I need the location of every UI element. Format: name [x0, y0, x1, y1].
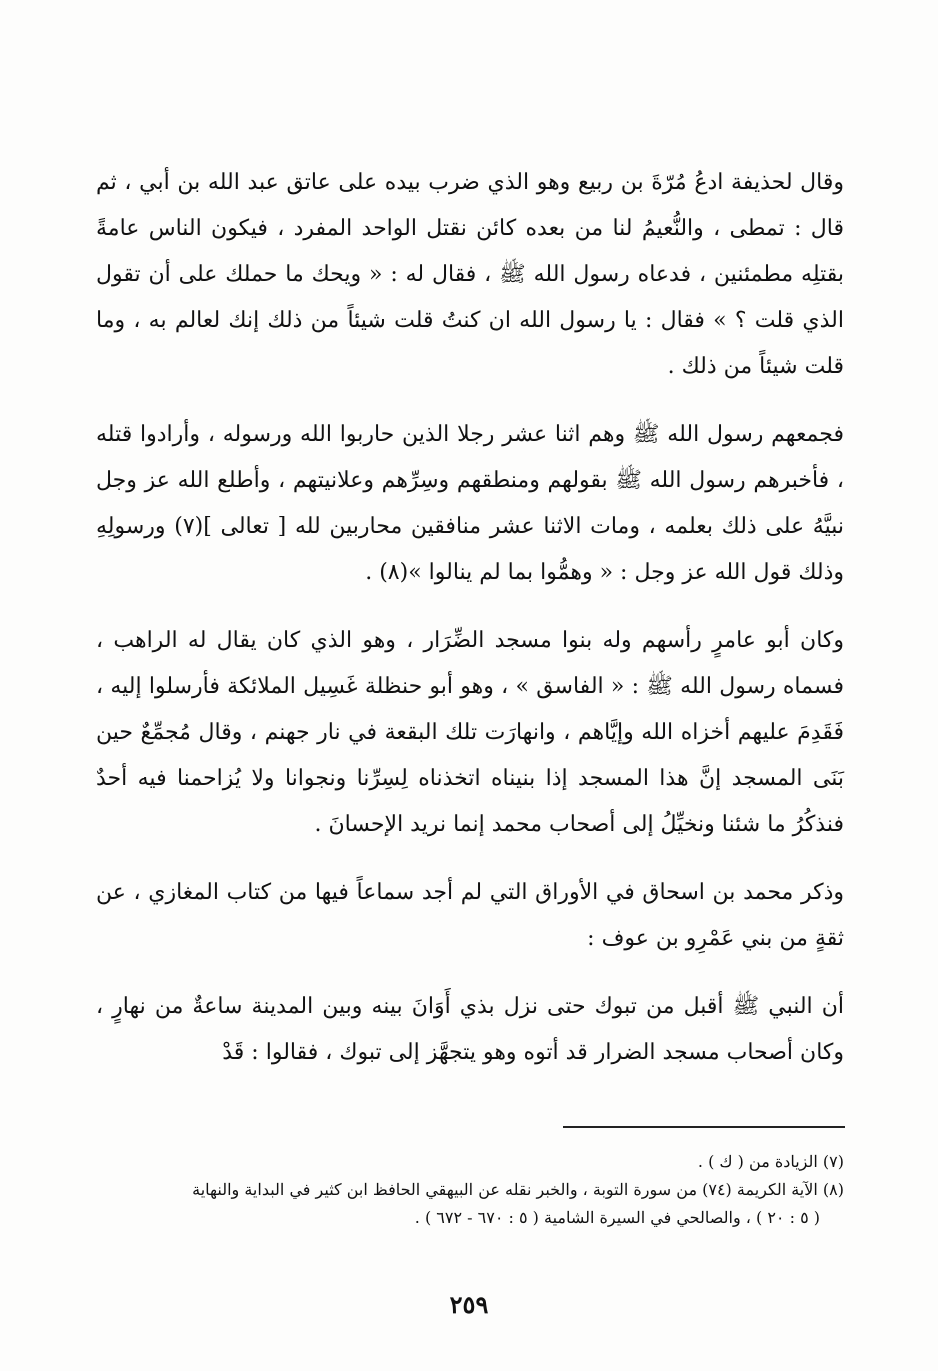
paragraph-4: وذكر محمد بن اسحاق في الأوراق التي لم أجد سماعاً فيها من كتاب المغازي ، عن ثقةٍ من بني عَمْرِو بن عوف :: [96, 880, 844, 951]
main-text: [96, 160, 844, 1098]
paragraph-1: وقال لحذيفة ادعُ مُرّةَ بن ربيع وهو الذي ضرب بيده على عاتق عبد الله بن أبي ، ثم قال : تمطى ، والنُّعيمُ لنا من بعده كائن نقتل الواحد المفرد ، فيكون الناس عامةً بقتلِه مطمئنين ، فدعاه رسول الله ﷺ ، فقال له : « ويحك ما حملك على أن تقول الذي قلت ؟ » فقال : يا رسول الله ان كنتُ قلت شيئاً من ذلك إنك لعالم به ، وما قلت شيئاً من ذلك .: [96, 170, 844, 379]
footnotes: [96, 1148, 844, 1232]
footnote-8-continuation: ( ٥ : ٢٠ ) ، والصالحي في السيرة الشامية ( ٥ : ٦٧٠ - ٦٧٢ ) .: [414, 1208, 820, 1227]
paragraph-3: وكان أبو عامرٍ رأسهم وله بنوا مسجد الضِّرَار ، وهو الذي كان يقال له الراهب ، فسماه رسول الله ﷺ : « الفاسق » ، وهو أبو حنظلة غَسِيل الملائكة فأرسلوا إليه ، فَقَدِمَ عليهم أخزاه الله وإيَّاهم ، وانهارَت تلك البقعة في نار جهنم ، وقال مُجمِّعٌ حين بَنَى المسجد إنَّ هذا المسجد إذا بنيناه اتخذناه لِسِرِّنا ونجوانا ولا يُزاحمنا فيه أحدٌ فنذكُرُ ما شئنا ونخيِّلُ إلى أصحاب محمد إنما نريد الإحسانَ .: [96, 628, 844, 837]
footnote-8: (٨) الآية الكريمة (٧٤) من سورة التوبة ، والخبر نقله عن البيهقي الحافظ ابن كثير في البداية والنهاية: [192, 1180, 844, 1199]
footnote-7: (٧) الزيادة من ( ك ) .: [697, 1152, 844, 1171]
paragraph-5: أن النبي ﷺ أقبل من تبوك حتى نزل بذي أَوَانَ بينه وبين المدينة ساعةٌ من نهارٍ ، وكان أصحاب مسجد الضرار قد أتوه وهو يتجهَّز إلى تبوك ، فقالوا : قَدْ: [96, 994, 844, 1065]
page-number: ٢٥٩: [449, 1290, 489, 1319]
footnote-separator: [563, 1126, 845, 1128]
paragraph-2: فجمعهم رسول الله ﷺ وهم اثنا عشر رجلا الذين حاربوا الله ورسوله ، وأرادوا قتله ، فأخبرهم رسول الله ﷺ بقولهم ومنطقهم وسِرِّهم وعلانيتهم ، وأطلع الله عز وجل نبيَّهُ على ذلك بعلمه ، ومات الاثنا عشر منافقين محاربين لله [ تعالى ](٧) ورسولِهِ وذلك قول الله عز وجل : « وهمُّوا بما لم ينالوا »(٨) .: [96, 422, 845, 585]
